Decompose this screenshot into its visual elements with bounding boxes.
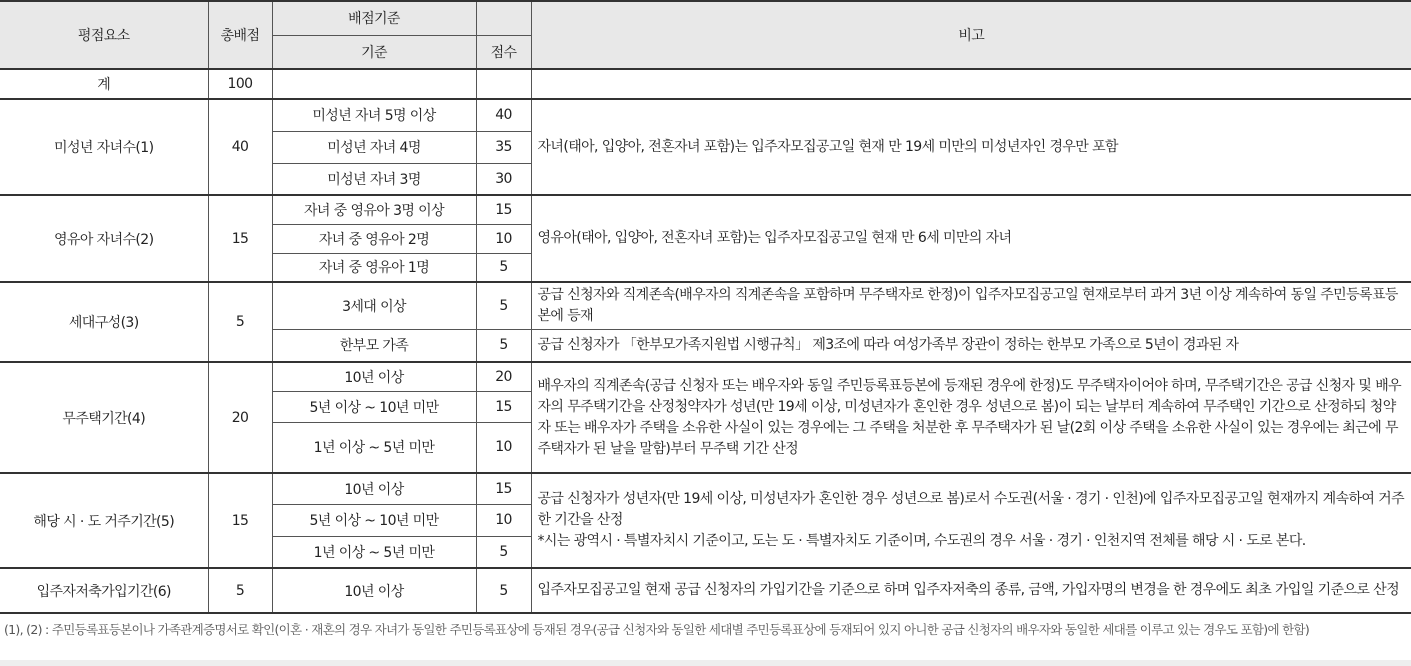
score: 40 xyxy=(476,99,531,131)
remark: 배우자의 직계존속(공급 신청자 또는 배우자와 동일 주민등록표등본에 등재된 경우에 한정)도 무주택자이어야 하며, 무주택기간은 공급 신청자 및 배우자의 무주택기간을 산정청약자가 성년(만 19세 이상, 미성년자가 혼인한 경우 성년으로 봄)이 되는 날부터 계속하여 무주택인 기간으로 산정하되 청약자 또는 배우자가 주택을 소유한 사실이 있는 경우에는 그 주택을 처분한 후 무주택자가 된 날(2회 이상 주택을 소유한 사실이 있는 경우에는 최근에 무주택자가 된 날을 말함)부터 무주택 기간 산정 xyxy=(531,362,1411,473)
score: 5 xyxy=(476,329,531,362)
score: 20 xyxy=(476,362,531,391)
header-total: 총배점 xyxy=(208,1,272,69)
remark-main: 공급 신청자가 성년자(만 19세 이상, 미성년자가 혼인한 경우 성년으로 봄)로서 수도권(서울 · 경기 · 인천)에 입주자모집공고일 현재까지 계속하여 거주한 기간을 산정 xyxy=(537,491,1405,528)
header-criteria: 기준 xyxy=(272,35,476,69)
score: 5 xyxy=(476,536,531,568)
criteria: 10년 이상 xyxy=(272,473,476,504)
header-remark: 비고 xyxy=(531,1,1411,69)
remark: 자녀(태아, 입양아, 전혼자녀 포함)는 입주자모집공고일 현재 만 19세 미만의 미성년자인 경우만 포함 xyxy=(531,99,1411,195)
remark-note: *시는 광역시 · 특별자치시 기준이고, 도는 도 · 특별자치도 기준이며, 수도권의 경우 서울 · 경기 · 인천지역 전체를 해당 시 · 도로 본다. xyxy=(537,533,1306,549)
criteria: 3세대 이상 xyxy=(272,282,476,329)
sum-label: 계 xyxy=(0,69,208,99)
header-score: 점수 xyxy=(476,35,531,69)
total: 15 xyxy=(208,473,272,568)
score: 5 xyxy=(476,253,531,282)
total: 5 xyxy=(208,568,272,613)
total: 5 xyxy=(208,282,272,362)
criteria: 미성년 자녀 5명 이상 xyxy=(272,99,476,131)
score: 5 xyxy=(476,282,531,329)
header-element: 평점요소 xyxy=(0,1,208,69)
remark xyxy=(531,473,1411,568)
criteria: 자녀 중 영유아 2명 xyxy=(272,224,476,253)
criteria: 5년 이상 ~ 10년 미만 xyxy=(272,391,476,422)
score: 30 xyxy=(476,163,531,195)
header-criteria-group: 배점기준 xyxy=(272,1,476,35)
score: 5 xyxy=(476,568,531,613)
remark: 입주자모집공고일 현재 공급 신청자의 가입기간을 기준으로 하며 입주자저축의 종류, 금액, 가입자명의 변경을 한 경우에도 최초 가입일 기준으로 산정 xyxy=(531,568,1411,613)
remark: 공급 신청자와 직계존속(배우자의 직계존속을 포함하며 무주택자로 한정)이 입주자모집공고일 현재로부터 과거 3년 이상 계속하여 동일 주민등록표등본에 등재 xyxy=(531,282,1411,329)
element: 영유아 자녀수(2) xyxy=(0,195,208,282)
remark: 공급 신청자가 「한부모가족지원법 시행규칙」 제3조에 따라 여성가족부 장관이 정하는 한부모 가족으로 5년이 경과된 자 xyxy=(531,329,1411,362)
criteria: 자녀 중 영유아 1명 xyxy=(272,253,476,282)
score: 10 xyxy=(476,504,531,536)
criteria: 1년 이상 ~ 5년 미만 xyxy=(272,422,476,473)
footnote: (1), (2) : 주민등록표등본이나 가족관계증명서로 확인(이혼 · 재혼의 경우 자녀가 동일한 주민등록표상에 등재된 경우(공급 신청자와 동일한 세대별 주민등록표상에 등재되어 있지 아니한 공급 신청자의 배우자와 동일한 세대를 이루고 있는 경우도 포함)에 한함) xyxy=(4,622,1310,637)
score: 15 xyxy=(476,195,531,224)
score: 15 xyxy=(476,391,531,422)
total: 40 xyxy=(208,99,272,195)
score: 10 xyxy=(476,224,531,253)
element: 세대구성(3) xyxy=(0,282,208,362)
criteria: 1년 이상 ~ 5년 미만 xyxy=(272,536,476,568)
element: 무주택기간(4) xyxy=(0,362,208,473)
score: 15 xyxy=(476,473,531,504)
criteria: 10년 이상 xyxy=(272,568,476,613)
bottom-strip xyxy=(0,660,1411,666)
remark: 영유아(태아, 입양아, 전혼자녀 포함)는 입주자모집공고일 현재 만 6세 미만의 자녀 xyxy=(531,195,1411,282)
header-blank xyxy=(476,1,531,35)
element: 입주자저축가입기간(6) xyxy=(0,568,208,613)
criteria: 미성년 자녀 4명 xyxy=(272,131,476,163)
total: 15 xyxy=(208,195,272,282)
criteria: 미성년 자녀 3명 xyxy=(272,163,476,195)
score: 10 xyxy=(476,422,531,473)
element: 미성년 자녀수(1) xyxy=(0,99,208,195)
criteria: 한부모 가족 xyxy=(272,329,476,362)
criteria: 자녀 중 영유아 3명 이상 xyxy=(272,195,476,224)
sum-total: 100 xyxy=(208,69,272,99)
score: 35 xyxy=(476,131,531,163)
total: 20 xyxy=(208,362,272,473)
criteria: 10년 이상 xyxy=(272,362,476,391)
criteria: 5년 이상 ~ 10년 미만 xyxy=(272,504,476,536)
element: 해당 시 · 도 거주기간(5) xyxy=(0,473,208,568)
